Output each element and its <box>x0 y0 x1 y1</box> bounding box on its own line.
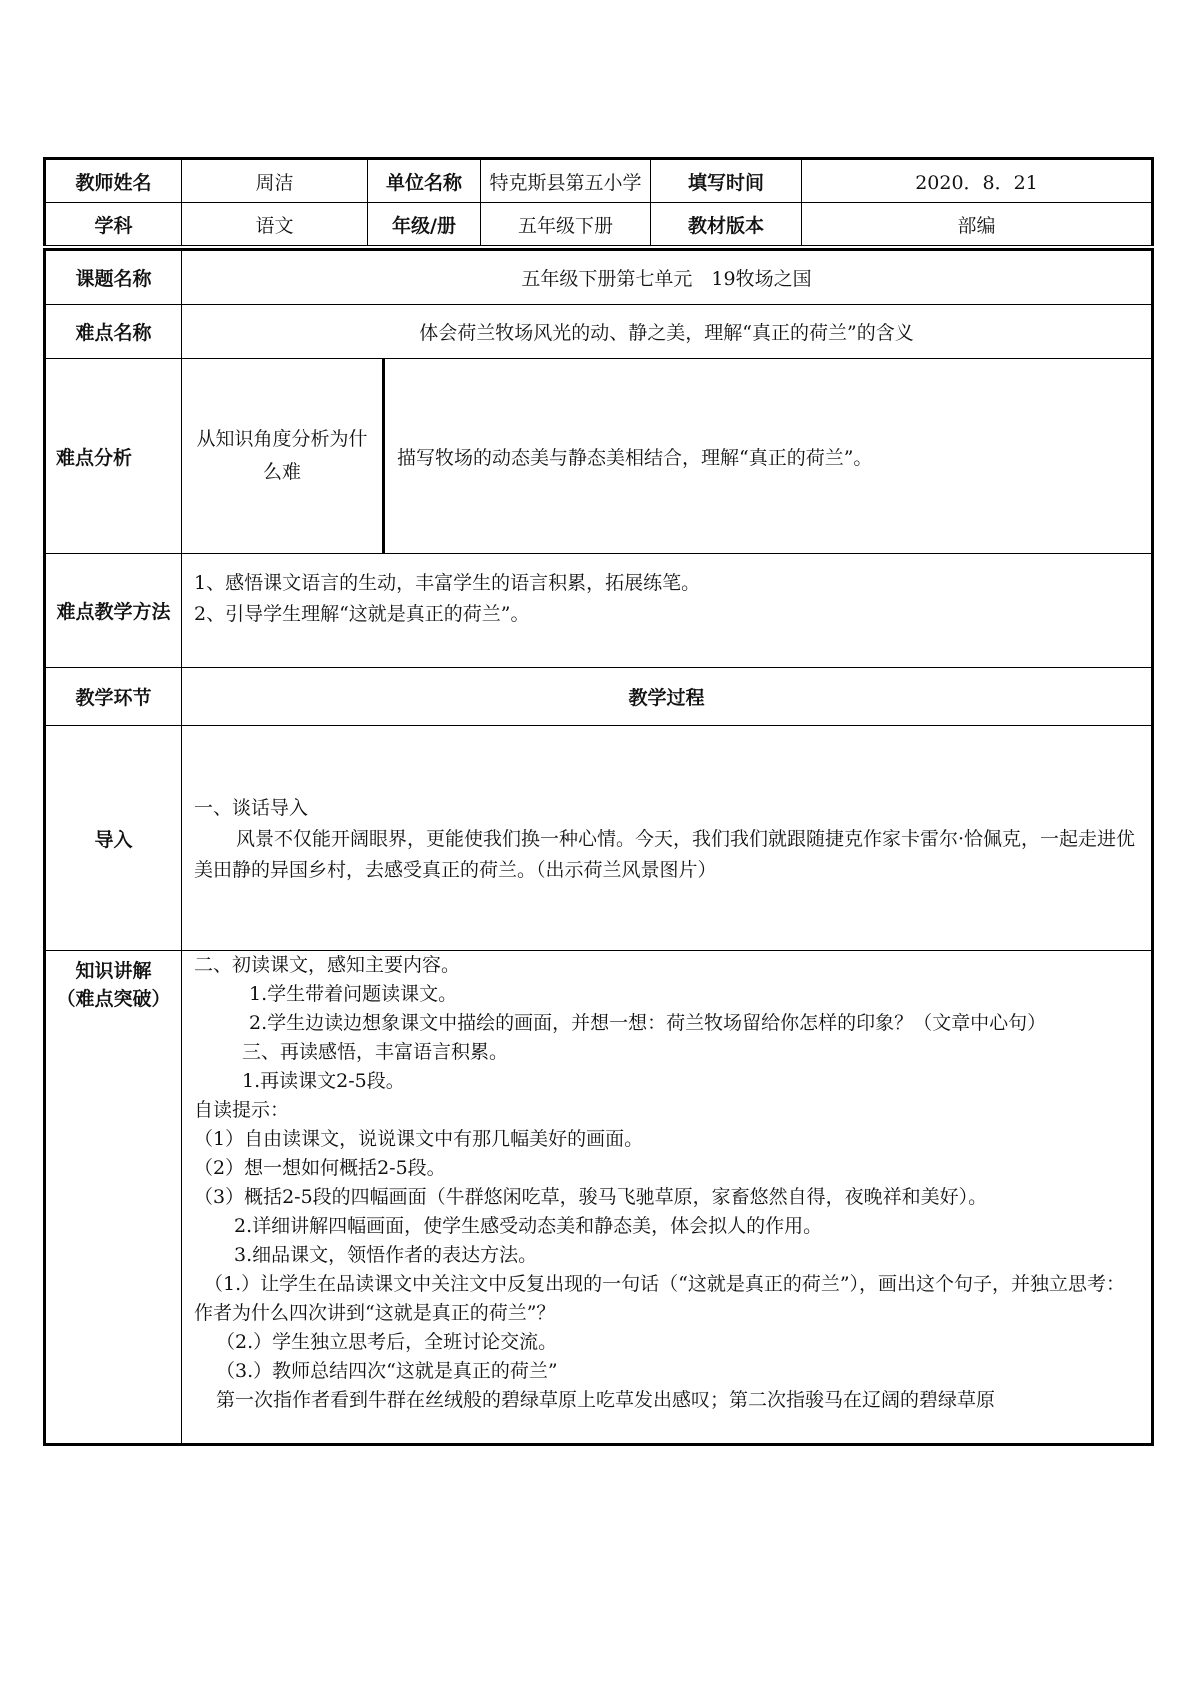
subject-value: 语文 <box>182 203 368 246</box>
intro-cell <box>182 726 1153 951</box>
knowledge-label: 知识讲解 <box>75 960 152 982</box>
analysis-value: 描写牧场的动态美与静态美相结合，理解“真正的荷兰”。 <box>397 446 873 469</box>
knowledge-line: 2.学生边读边想象课文中描绘的画面，并想一想：荷兰牧场留给你怎样的印象？（文章中心句） <box>249 1012 1047 1034</box>
knowledge-line: （1）自由读课文，说说课文中有那几幅美好的画面。 <box>194 1128 644 1150</box>
edition-label: 教材版本 <box>651 203 802 246</box>
topic-value: 五年级下册第七单元 19牧场之国 <box>182 250 1153 305</box>
method-line: 1、感悟课文语言的生动，丰富学生的语言积累，拓展练笔。 <box>194 572 701 594</box>
knowledge-line: （3）概括2-5段的四幅画面（牛群悠闲吃草，骏马飞驰草原，家畜悠然自得，夜晚祥和美好）。 <box>194 1186 988 1208</box>
knowledge-line: 2.详细讲解四幅画面，使学生感受动态美和静态美，体会拟人的作用。 <box>234 1215 823 1237</box>
knowledge-line: （3.）教师总结四次“这就是真正的荷兰” <box>216 1360 558 1382</box>
analysis-sub-label: 从知识角度分析为什么难 <box>182 359 385 553</box>
topic-label: 课题名称 <box>45 250 182 305</box>
knowledge-line: 3.细品课文，领悟作者的表达方法。 <box>234 1244 538 1266</box>
knowledge-sub-label: （难点突破） <box>56 988 171 1010</box>
knowledge-line: 1.再读课文2-5段。 <box>242 1070 405 1092</box>
analysis-label: 难点分析 <box>45 359 182 554</box>
edition-value: 部编 <box>802 203 1153 246</box>
intro-line: 一、谈话导入 <box>194 796 309 819</box>
fill-date-label: 填写时间 <box>651 159 802 203</box>
knowledge-label-cell <box>45 951 182 1445</box>
difficulty-value: 体会荷兰牧场风光的动、静之美，理解“真正的荷兰”的含义 <box>182 305 1153 359</box>
method-line: 2、引导学生理解“这就是真正的荷兰”。 <box>194 603 530 625</box>
knowledge-line: （2）想一想如何概括2-5段。 <box>194 1157 446 1179</box>
knowledge-line: 第一次指作者看到牛群在丝绒般的碧绿草原上吃草发出感叹；第二次指骏马在辽阔的碧绿草原 <box>216 1389 996 1411</box>
unit-name-label: 单位名称 <box>368 159 481 203</box>
fill-date-value: 2020．8．21 <box>802 159 1153 203</box>
intro-paragraph: 风景不仅能开阔眼界，更能使我们换一种心情。今天，我们我们就跟随捷克作家卡雷尔·恰佩克，一起走进优美田静的异国乡村，去感受真正的荷兰。（出示荷兰风景图片） <box>194 827 1136 881</box>
knowledge-line: 三、再读感悟，丰富语言积累。 <box>242 1041 509 1063</box>
knowledge-line: （1.）让学生在品读课文中关注文中反复出现的一句话（“这就是真正的荷兰”），画出这个句子，并独立思考：作者为什么四次讲到“这就是真正的荷兰”？ <box>194 1273 1126 1324</box>
lesson-detail-table <box>43 248 1154 1446</box>
teacher-name-value: 周洁 <box>182 159 368 203</box>
stage-header-label: 教学环节 <box>45 668 182 726</box>
knowledge-line: 1.学生带着问题读课文。 <box>249 983 458 1005</box>
unit-name-value: 特克斯县第五小学 <box>481 159 651 203</box>
method-cell <box>182 554 1153 668</box>
intro-label: 导入 <box>45 726 182 951</box>
subject-label: 学科 <box>45 203 182 246</box>
grade-label: 年级/册 <box>368 203 481 246</box>
knowledge-line: 二、初读课文，感知主要内容。 <box>194 954 461 976</box>
header-info-table <box>43 157 1154 246</box>
grade-value: 五年级下册 <box>481 203 651 246</box>
process-header-label: 教学过程 <box>182 668 1153 726</box>
teacher-name-label: 教师姓名 <box>45 159 182 203</box>
method-label: 难点教学方法 <box>45 554 182 668</box>
knowledge-cell <box>182 951 1153 1445</box>
knowledge-line: 自读提示： <box>194 1099 290 1121</box>
difficulty-label: 难点名称 <box>45 305 182 359</box>
analysis-cell <box>182 359 1153 554</box>
knowledge-line: （2.）学生独立思考后，全班讨论交流。 <box>216 1331 558 1353</box>
